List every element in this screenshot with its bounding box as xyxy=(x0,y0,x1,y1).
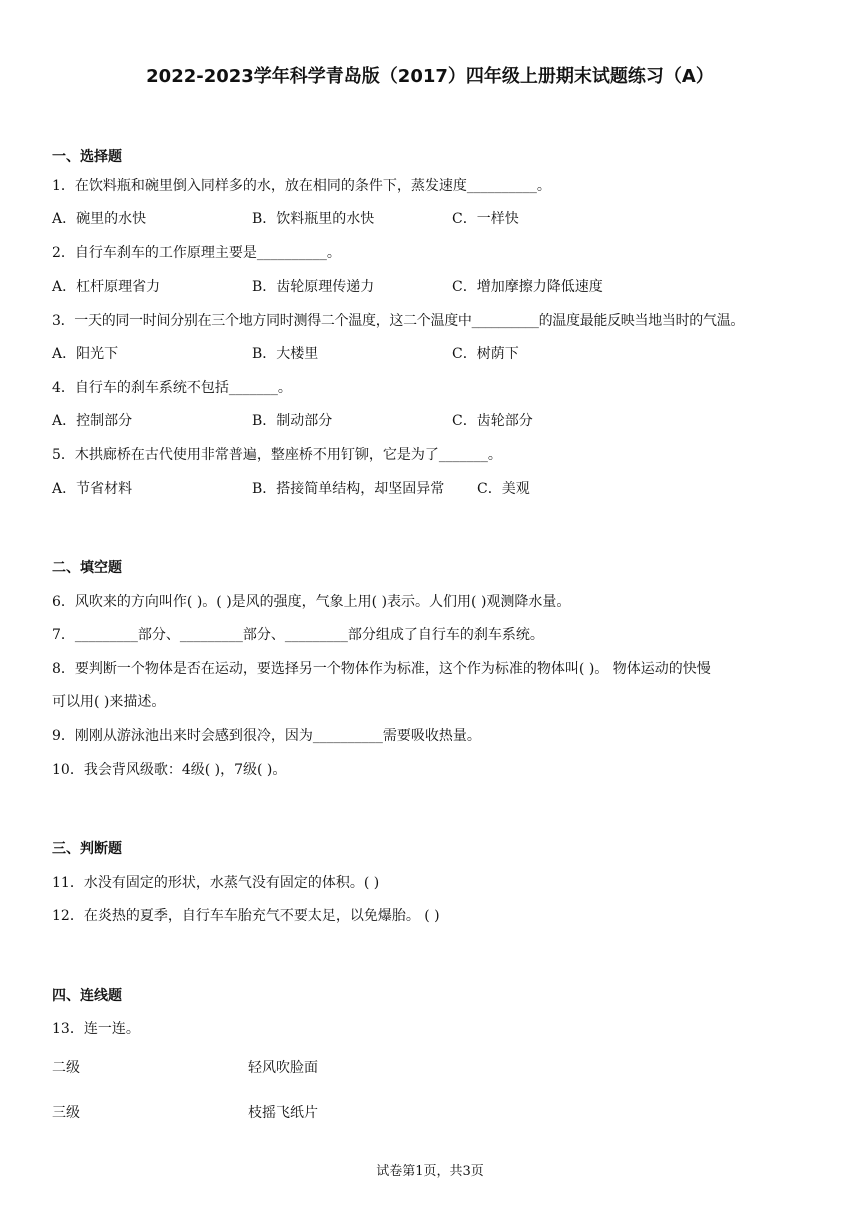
question-6: 6．风吹来的方向叫作( )。( )是风的强度，气象上用( )表示。人们用( )观测降水量。 xyxy=(52,594,571,610)
question-8-line-1: 8．要判断一个物体是否在运动，要选择另一个物体作为标准，这个作为标准的物体叫( )。 物体运动的快慢 xyxy=(52,661,711,677)
question-11: 11．水没有固定的形状，水蒸气没有固定的体积。( ) xyxy=(52,875,380,891)
question-10: 10．我会背风级歌：4级( )，7级( )。 xyxy=(52,762,287,778)
option-3a: A．阳光下 xyxy=(52,346,119,362)
question-2: 2．自行车刹车的工作原理主要是__________。 xyxy=(52,245,341,261)
question-7: 7．_________部分、_________部分、_________部分组成了自行车的刹车系统。 xyxy=(52,627,544,643)
option-1a: A．碗里的水快 xyxy=(52,211,147,227)
option-2a: A．杠杆原理省力 xyxy=(52,279,161,295)
option-1b: B．饮料瓶里的水快 xyxy=(252,211,375,227)
option-3c: C．树荫下 xyxy=(452,346,519,362)
option-5b: B．搭接简单结构，却坚固异常 xyxy=(252,481,445,497)
option-4b: B．制动部分 xyxy=(252,413,333,429)
question-13: 13．连一连。 xyxy=(52,1021,140,1037)
match-right-1: 轻风吹脸面 xyxy=(248,1060,318,1076)
question-3: 3．一天的同一时间分别在三个地方同时测得二个温度，这二个温度中__________的温度最能反映当地当时的气温。 xyxy=(52,313,745,329)
match-right-2: 枝摇飞纸片 xyxy=(248,1105,318,1121)
option-2c: C．增加摩擦力降低速度 xyxy=(452,279,603,295)
question-12: 12．在炎热的夏季，自行车车胎充气不要太足，以免爆胎。 ( ) xyxy=(52,908,440,924)
question-1: 1．在饮料瓶和碗里倒入同样多的水，放在相同的条件下，蒸发速度__________。 xyxy=(52,178,551,194)
option-5a: A．节省材料 xyxy=(52,481,133,497)
page-footer: 试卷第1页，共3页 xyxy=(376,1164,484,1179)
section-heading-judge: 三、判断题 xyxy=(52,841,122,857)
option-4a: A．控制部分 xyxy=(52,413,133,429)
option-1c: C．一样快 xyxy=(452,211,519,227)
section-heading-fill: 二、填空题 xyxy=(52,560,122,576)
section-heading-choice: 一、选择题 xyxy=(52,149,122,165)
option-2b: B．齿轮原理传递力 xyxy=(252,279,375,295)
option-5c: C．美观 xyxy=(477,481,530,497)
question-5: 5．木拱廊桥在古代使用非常普遍，整座桥不用钉铆，它是为了_______。 xyxy=(52,447,502,463)
match-left-2: 三级 xyxy=(52,1105,80,1121)
page-title: 2022-2023学年科学青岛版（2017）四年级上册期末试题练习（A） xyxy=(146,66,714,87)
option-4c: C．齿轮部分 xyxy=(452,413,533,429)
question-9: 9．刚刚从游泳池出来时会感到很冷，因为__________需要吸收热量。 xyxy=(52,728,481,744)
question-8-line-2: 可以用( )来描述。 xyxy=(52,694,166,710)
match-left-1: 二级 xyxy=(52,1060,80,1076)
section-heading-match: 四、连线题 xyxy=(52,988,122,1004)
question-4: 4．自行车的刹车系统不包括_______。 xyxy=(52,380,292,396)
option-3b: B．大楼里 xyxy=(252,346,319,362)
